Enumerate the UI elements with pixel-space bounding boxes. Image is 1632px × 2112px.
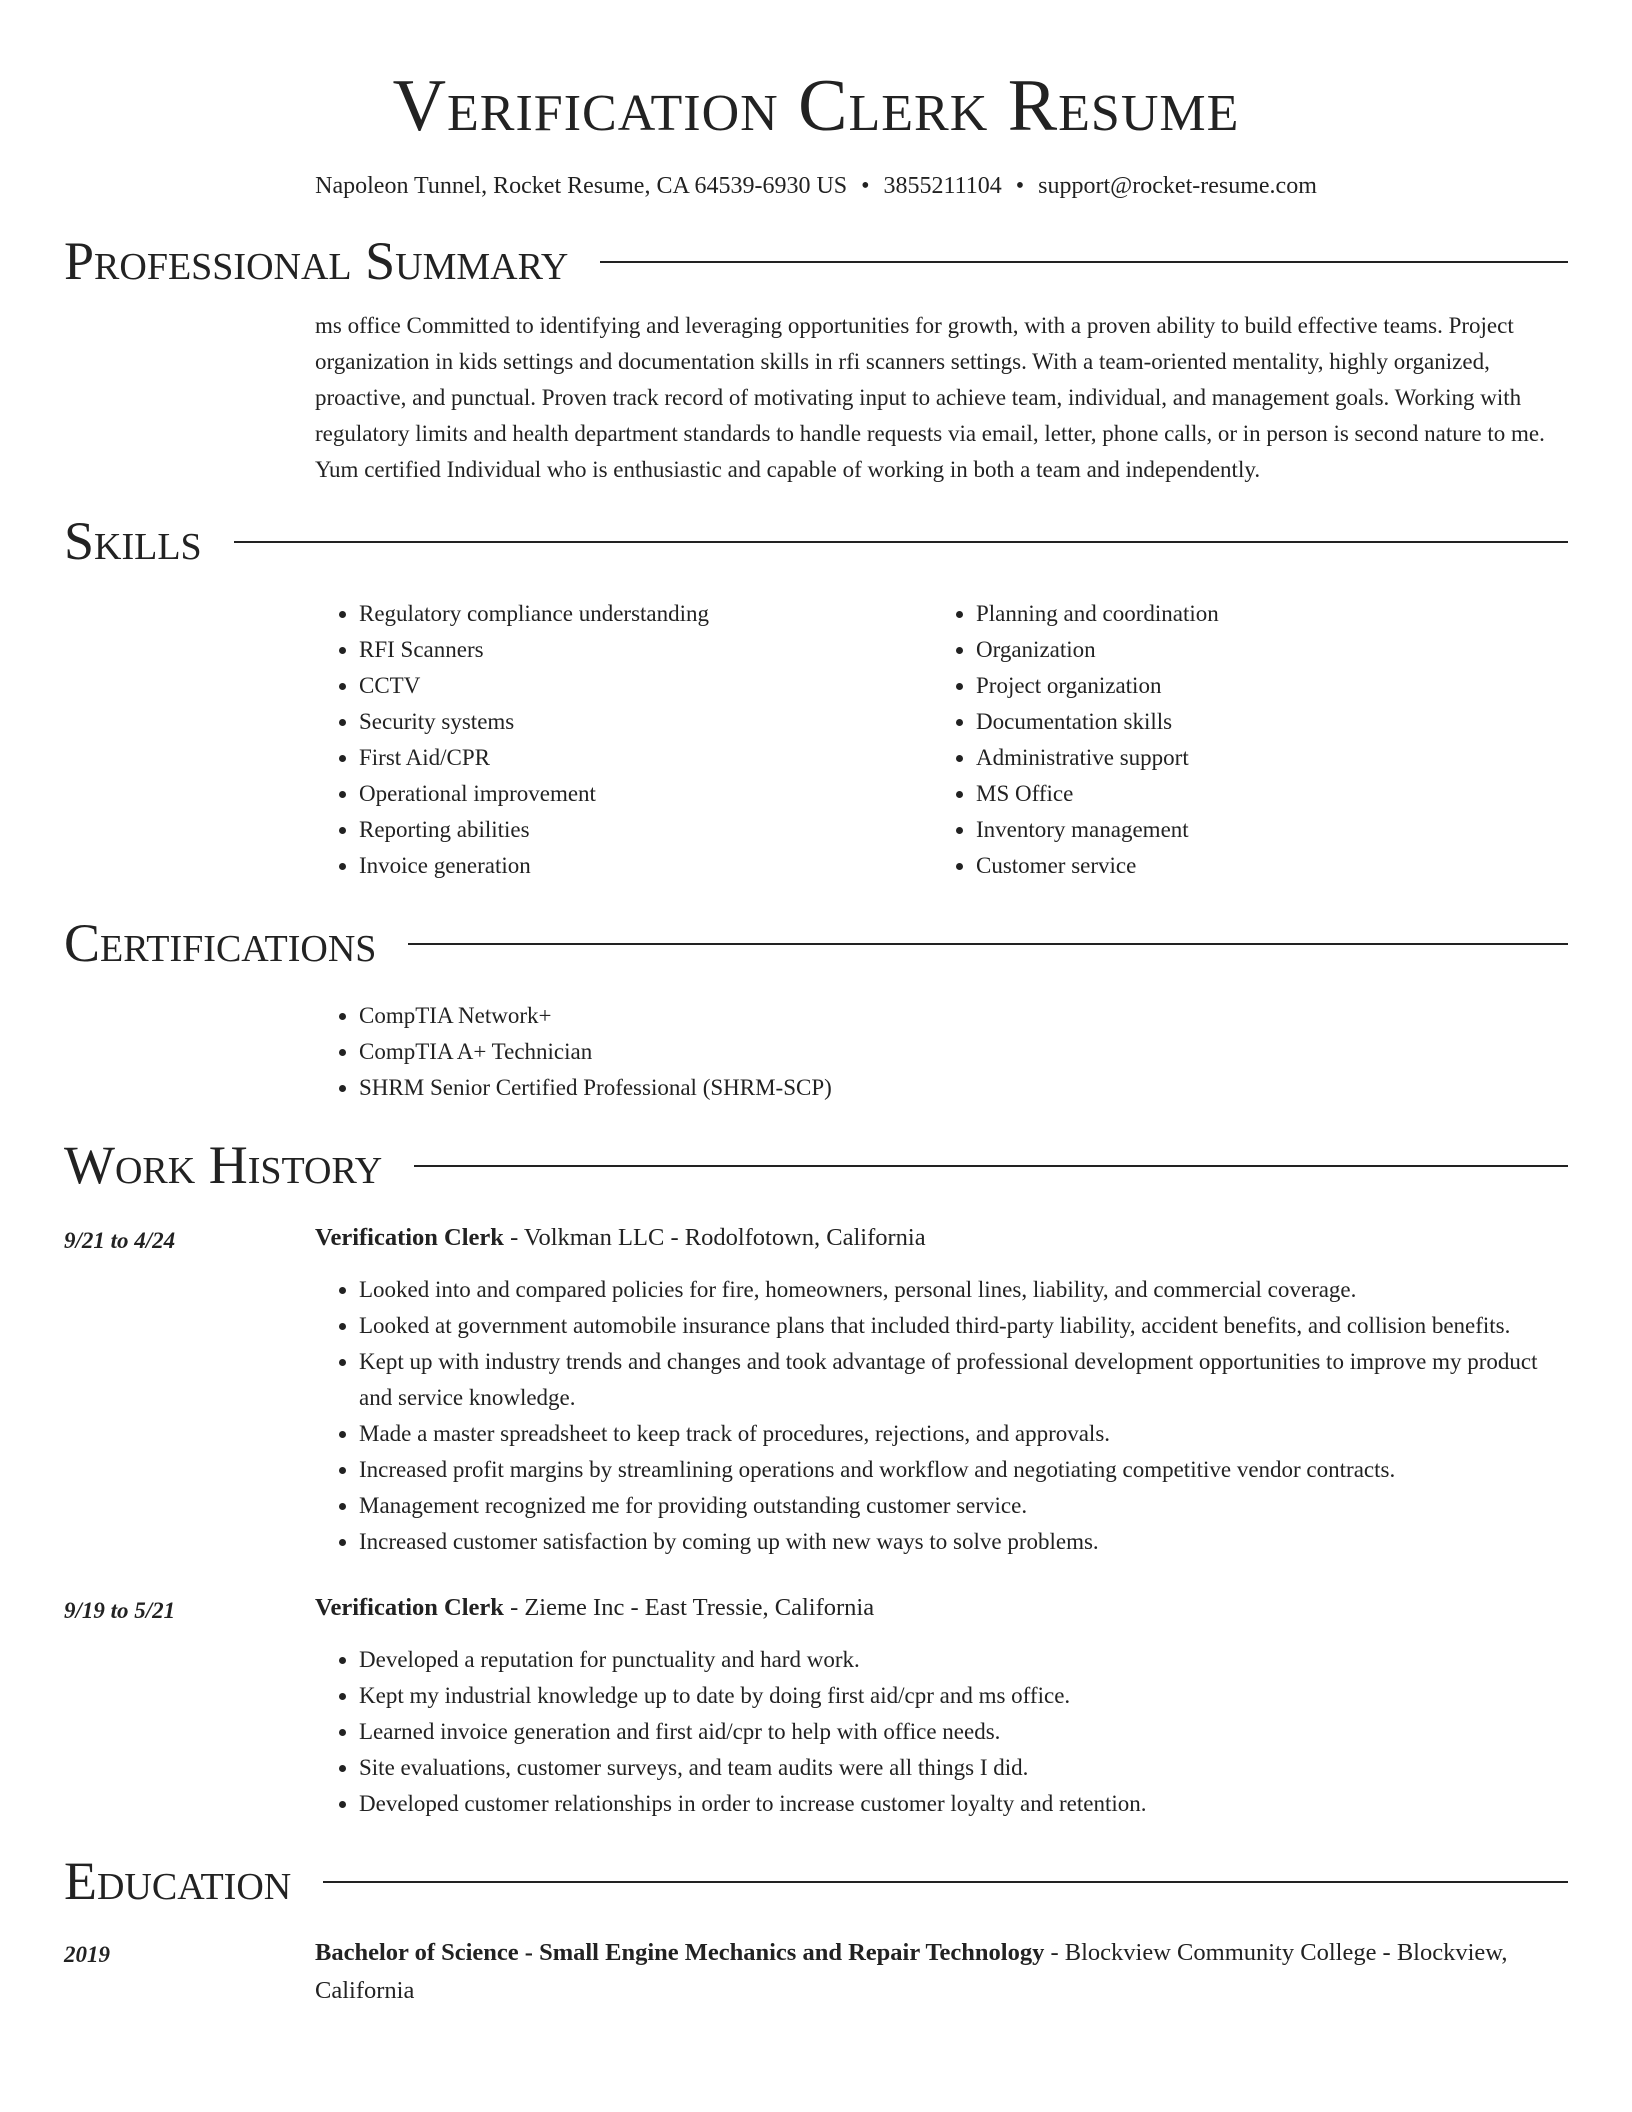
skill-item: • Documentation skills xyxy=(976,704,1549,740)
job-entry xyxy=(64,1220,1568,1560)
job-bullet: • Kept my industrial knowledge up to date by doing first aid/cpr and ms office. xyxy=(359,1678,1568,1714)
work-history-list xyxy=(64,1220,1568,1822)
skill-item: • MS Office xyxy=(976,776,1549,812)
skill-item: • Invoice generation xyxy=(359,848,932,884)
education-school: - Blockview Community College - Blockview, California xyxy=(315,1939,1508,2004)
job-bullet: • Learned invoice generation and first aid/cpr to help with office needs. xyxy=(359,1714,1568,1750)
skill-item: • Organization xyxy=(976,632,1549,668)
job-entry xyxy=(64,1590,1568,1822)
contact-line xyxy=(64,170,1568,202)
skill-item: • Reporting abilities xyxy=(359,812,932,848)
job-bullet: • Increased profit margins by streamlining operations and workflow and negotiating competitive vendor contracts. xyxy=(359,1452,1568,1488)
section-divider xyxy=(323,1881,1568,1883)
job-dates: 9/21 to 4/24 xyxy=(64,1228,176,1253)
skill-item: • Customer service xyxy=(976,848,1549,884)
skill-item: • CCTV xyxy=(359,668,932,704)
skills-list xyxy=(315,596,1568,884)
job-bullets xyxy=(315,1642,1568,1822)
job-bullet: • Developed customer relationships in order to increase customer loyalty and retention. xyxy=(359,1786,1568,1822)
contact-address: Napoleon Tunnel, Rocket Resume, CA 64539-6930 US xyxy=(315,173,848,199)
summary-section-header xyxy=(64,228,1568,294)
certification-item: • CompTIA Network+ xyxy=(359,998,1568,1034)
certifications-list xyxy=(315,998,1568,1106)
job-title: Verification Clerk xyxy=(315,1594,504,1621)
job-bullet: • Kept up with industry trends and changes and took advantage of professional development opportunities to improve my product and service knowledge. xyxy=(359,1344,1568,1416)
skills-column-left xyxy=(315,596,932,884)
skill-item: • Security systems xyxy=(359,704,932,740)
job-bullet: • Looked into and compared policies for fire, homeowners, personal lines, liability, and commercial coverage. xyxy=(359,1272,1568,1308)
job-body xyxy=(315,1220,1568,1560)
job-bullet: • Developed a reputation for punctuality and hard work. xyxy=(359,1642,1568,1678)
contact-separator: • xyxy=(1015,173,1025,199)
education-degree: Bachelor of Science - Small Engine Mechanics and Repair Technology xyxy=(315,1939,1045,1966)
job-bullet: • Made a master spreadsheet to keep track of procedures, rejections, and approvals. xyxy=(359,1416,1568,1452)
skills-section-header xyxy=(64,508,1568,574)
work-history-heading: Work History xyxy=(64,1135,383,1195)
skill-item: • Operational improvement xyxy=(359,776,932,812)
skills-heading: Skills xyxy=(64,511,202,571)
job-body xyxy=(315,1590,1568,1822)
education-list xyxy=(64,1934,1568,2010)
job-bullet: • Increased customer satisfaction by coming up with new ways to solve problems. xyxy=(359,1524,1568,1560)
section-divider xyxy=(234,541,1568,543)
education-section-header xyxy=(64,1848,1568,1914)
skill-item: • Inventory management xyxy=(976,812,1549,848)
skill-item: • RFI Scanners xyxy=(359,632,932,668)
certification-item: • SHRM Senior Certified Professional (SHRM-SCP) xyxy=(359,1070,1568,1106)
skill-item: • First Aid/CPR xyxy=(359,740,932,776)
certification-item: • CompTIA A+ Technician xyxy=(359,1034,1568,1070)
certifications-heading: Certifications xyxy=(64,913,377,973)
job-title: Verification Clerk xyxy=(315,1224,504,1251)
education-heading: Education xyxy=(64,1851,292,1911)
education-body xyxy=(315,1934,1568,2010)
resume-page xyxy=(64,0,1568,2010)
skill-item: • Project organization xyxy=(976,668,1549,704)
job-title-line xyxy=(315,1590,1568,1626)
job-dates: 9/19 to 5/21 xyxy=(64,1598,176,1623)
skill-item: • Planning and coordination xyxy=(976,596,1549,632)
job-bullet: • Site evaluations, customer surveys, and team audits were all things I did. xyxy=(359,1750,1568,1786)
work-history-section-header xyxy=(64,1132,1568,1198)
contact-email: support@rocket-resume.com xyxy=(1038,173,1317,199)
skill-item: • Administrative support xyxy=(976,740,1549,776)
contact-separator: • xyxy=(861,173,870,199)
job-bullet: • Looked at government automobile insurance plans that included third-party liability, accident benefits, and collision benefits. xyxy=(359,1308,1568,1344)
summary-heading: Professional Summary xyxy=(64,231,569,291)
certifications-section-header xyxy=(64,910,1568,976)
contact-phone: 3855211104 xyxy=(883,173,1002,199)
job-title-line xyxy=(315,1220,1568,1256)
skills-column-right xyxy=(932,596,1549,884)
section-divider xyxy=(408,943,1568,945)
section-divider xyxy=(414,1165,1568,1167)
education-entry xyxy=(64,1934,1568,2010)
education-year: 2019 xyxy=(64,1942,110,1967)
summary-text: ms office Committed to identifying and leveraging opportunities for growth, with a proven ability to build effective teams. Project organization in kids settings and documentation skills in rfi scanners settings. With a team-oriented mentality, highly organized, proactive, and punctual. Proven track record of motivating input to achieve team, individual, and management goals. Working with regulatory limits and health department standards to handle requests via email, letter, phone calls, or in person is second nature to me. Yum certified Individual who is enthusiastic and capable of working in both a team and independently. xyxy=(315,313,1545,482)
skill-item: • Regulatory compliance understanding xyxy=(359,596,932,632)
job-bullet: • Management recognized me for providing outstanding customer service. xyxy=(359,1488,1568,1524)
job-company-location: - Zieme Inc - East Tressie, California xyxy=(503,1594,875,1621)
job-bullets xyxy=(315,1272,1568,1560)
resume-title: Verification Clerk Resume xyxy=(392,65,1240,147)
section-divider xyxy=(600,261,1568,263)
job-company-location: - Volkman LLC - Rodolfotown, California xyxy=(503,1224,926,1251)
